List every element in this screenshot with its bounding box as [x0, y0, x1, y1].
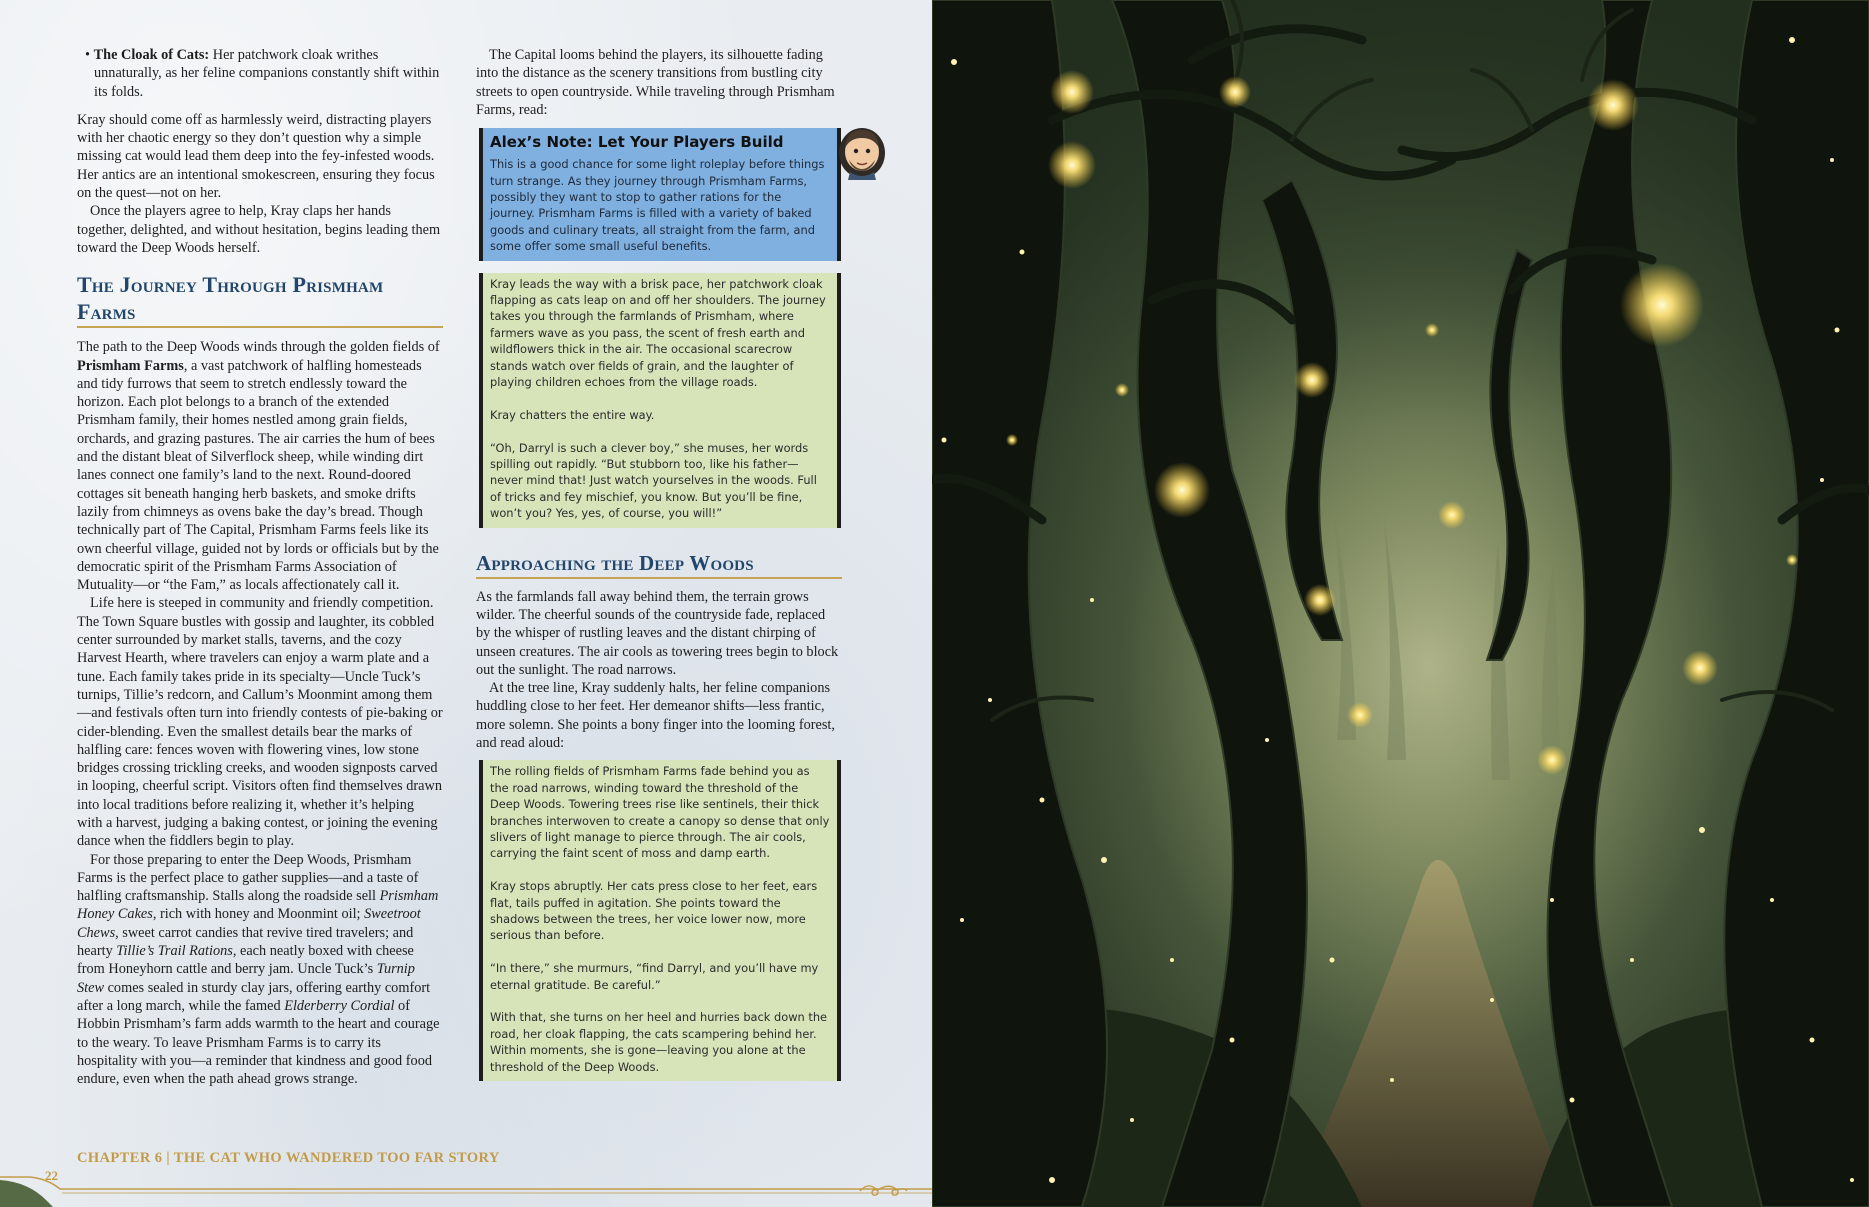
- paragraph-capital-looms: The Capital looms behind the players, its silhouette fading into the distance as the scenery transitions from bustling city streets to open countryside. While traveling through Prismham Farms, read:: [476, 47, 835, 118]
- alex-note-box: [479, 128, 841, 260]
- alex-note-title: Alex’s Note: Let Your Players Build: [490, 133, 784, 152]
- paragraph-players-agree: Once the players agree to help, Kray claps her hands together, delighted, and without hesitation, begins leading them toward the Deep Woods herself.: [77, 203, 441, 256]
- author-portrait-icon: [836, 122, 888, 180]
- alex-note-sidebar: [476, 128, 842, 260]
- read-aloud-text: “Oh, Darryl is such a clever boy,” she muses, her words spilling out rapidly. “But stubborn too, like his father—never mind that! Just watch yourselves in the woods. Full of tricks and fey mischief, you know. But you’ll be fine, won’t you? Yes, yes, of course, you will!”: [490, 440, 817, 521]
- read-aloud-box-journey: [479, 273, 841, 528]
- book-page-left: [0, 0, 932, 1207]
- text-column-left: [77, 46, 443, 1088]
- read-aloud-text: “In there,” she murmurs, “find Darryl, and you’ll have my eternal gratitude. Be careful.”: [490, 961, 819, 992]
- read-aloud-text: Kray stops abruptly. Her cats press close to her feet, ears flat, tails puffed in agitation. She points toward the shadows between the trees, her voice lower now, more serious than before.: [490, 879, 818, 943]
- read-aloud-text: Kray leads the way with a brisk pace, her patchwork cloak flapping as cats leap on and off her shoulders. The journey takes you through the farmlands of Prismham, where farmers wave as you pass, the scent of fresh earth and wildflowers thick in the air. The occasional scarecrow stands watch over fields of grain, and the laughter of playing children echoes from the village roads.: [490, 276, 826, 390]
- alex-note-text: This is a good chance for some light roleplay before things turn strange. As they journey through Prismham Farms, possibly they want to stop to gather rations for the journey. Prismham Farms is filled with a variety of baked goods and culinary treats, all straight from the farm, and some offer some small useful benefits.: [490, 157, 825, 254]
- paragraph-supplies: For those preparing to enter the Deep Woods, Prismham Farms is the perfect place to gather supplies—and a taste of halfling craftsmanship. Stalls along the roadside sell Prismham Honey Cakes, rich with honey and Moonmint oil; Sweetroot Chews, sweet carrot candies that revive tired travelers; and hearty Tillie’s Trail Rations, each neatly boxed with cheese from Honeyhorn cattle and berry jam. Uncle Tuck’s Turnip Stew comes sealed in sturdy clay jars, offering earthy comfort after a long march, while the famed Elderberry Cordial of Hobbin Prismham’s farm adds warmth to the heart and courage to the weary. To leave Prismham Farms is to carry its hospitality with you—a reminder that kindness and good food endure, even when the path ahead grows strange.: [77, 851, 440, 1088]
- read-aloud-text: The rolling fields of Prismham Farms fade behind you as the road narrows, winding toward the threshold of the Deep Woods. Towering trees rise like sentinels, their thick branches interwoven to create a canopy so dense that only slivers of light manage to pierce through. The air cools, carrying the faint scent of moss and damp earth.: [490, 764, 830, 861]
- read-aloud-box-deep-woods: [479, 760, 841, 1081]
- deep-woods-illustration: [932, 0, 1869, 1207]
- bullet-term: The Cloak of Cats:: [93, 47, 210, 63]
- page-number: 22: [45, 1168, 58, 1183]
- read-aloud-text: With that, she turns on her heel and hurries back down the road, her cloak flapping, the cats scampering behind her. Within moments, she is gone—leaving you alone at the threshold of the Deep Woods.: [490, 1010, 828, 1074]
- footer-rule: [0, 1174, 932, 1207]
- paragraph-community-life: Life here is steeped in community and friendly competition. The Town Square bustles with gossip and laughter, its cobbled center surrounded by market stalls, taverns, and the cozy Harvest Hearth, where travelers can enjoy a warm plate and a tune. Each family takes pride in its specialty—Uncle Tuck’s turnips, Tillie’s redcorn, and Callum’s Moonmint among them—and festivals often turn into friendly contests of pie-baking or cider-blending. Even the smallest details bear the marks of halfling care: fences woven with flowering vines, low stone bridges crossing trickling creeks, and wooden signposts carved in looping, cheerful script. Visitors often find themselves drawn into local traditions before realizing it, whether it’s helping with a harvest, judging a baking contest, or joining the evening dance when the fiddlers begin to play.: [77, 595, 443, 850]
- heading-journey-through-prismham-farms: The Journey Through Prismham Farms: [77, 271, 443, 328]
- paragraph-prismham-farms: The path to the Deep Woods winds through the golden fields of Prismham Farms, a vast patchwork of halfling homesteads and tidy furrows that seem to stretch endlessly toward the horizon. Each plot belongs to a branch of the extended Prismham family, their homes nestled among grain fields, orchards, and grazing pastures. The air carries the hum of bees and the distant bleat of Silverflock sheep, while winding dirt lanes connect one family’s land to the next. Round-doored cottages sit beneath hanging herb baskets, and smoke drifts lazily from chimneys as ovens bake the day’s bread. Though technically part of The Capital, Prismham Farms feels like its own cheerful village, guided not by lords or officials but by the democratic spirit of the Prismham Farms Association of Mutuality—or “the Fam,” as locals affectionately call it.: [77, 339, 440, 594]
- bullet-text: Her patchwork cloak writhes unnaturally, as her feline companions constantly shift within its folds.: [94, 47, 440, 100]
- scroll-flourish-icon: [858, 1181, 908, 1199]
- read-aloud-text: Kray chatters the entire way.: [490, 407, 655, 422]
- text-column-right: [476, 46, 842, 1081]
- bullet-cloak-of-cats: • The Cloak of Cats: Her patchwork cloak writhes unnaturally, as her feline companions constantly shift within its folds.: [85, 47, 440, 100]
- paragraph-farmlands-fall-away: As the farmlands fall away behind them, the terrain grows wilder. The cheerful sounds of the countryside fade, replaced by the whisper of rustling leaves and the distant chirping of unseen creatures. The air cools as towering trees begin to block out the sunlight. The road narrows.: [476, 588, 839, 678]
- heading-approaching-the-deep-woods: Approaching the Deep Woods: [476, 550, 842, 579]
- paragraph-tree-line: At the tree line, Kray suddenly halts, her feline companions huddling close to her feet. Her demeanor shifts—less frantic, more solemn. She points a bony finger into the looming forest, and read aloud:: [476, 680, 835, 752]
- paragraph-kray-weird: Kray should come off as harmlessly weird, distracting players with her chaotic energy so they don’t question why a simple missing cat would lead them deep into the fey-infested woods. Her antics are an intentional smokescreen, ensuring they focus on the quest—not on her.: [77, 111, 435, 202]
- footer-chapter-title: CHAPTER 6 | THE CAT WHO WANDERED TOO FAR STORY: [77, 1150, 500, 1166]
